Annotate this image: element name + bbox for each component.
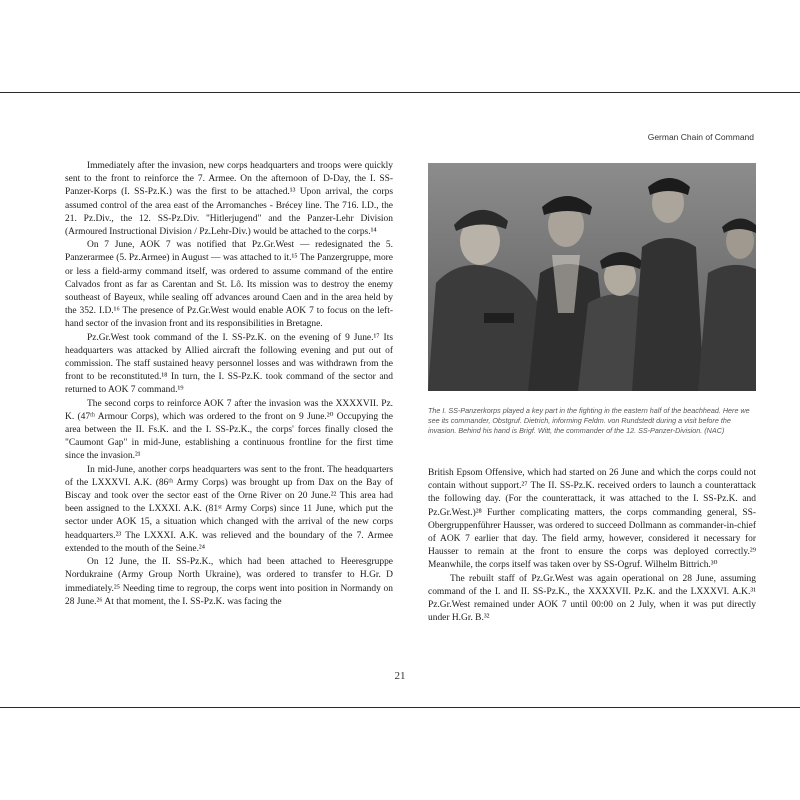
paragraph: On 7 June, AOK 7 was notified that Pz.Gr.West — redesignated the 5. Panzerarmee (5. Pz.Armee) in August — was attached to it.¹⁵ The Panzergruppe, more or less a field-army command itself, was ordered to assume command of the entire Calvados front as far as Carentan and St. Lô. Its mission was to destroy the enemy southeast of Bayeux, while sealing off advances around Caen and in the area held by the 352. I.D.¹⁶ The presence of Pz.Gr.West would enable AOK 7 to focus on the left-hand sector of the invasion front and its responsibilities in Bretagne. (65, 240, 393, 330)
running-head: German Chain of Command (647, 132, 754, 142)
paragraph: The rebuilt staff of Pz.Gr.West was again operational on 28 June, assuming command of the I. and II. SS-Pz.K., the XXXXVII. Pz.K. and the LXXXVI. A.K.³¹ Pz.Gr.West remained under AOK 7 until 00:00 on 2 July, when it was put directly under H.Gr. B.³² (428, 573, 756, 624)
paragraph: On 12 June, the II. SS-Pz.K., which had been attached to Heeresgruppe Nordukraine (Army Group North Ukraine), was ordered to transfer to H.Gr. D immediately.²⁵ Needing time to regroup, the corps went into position in Normandy on 28 June.²⁶ At that moment, the I. SS-Pz.K. was facing the (65, 557, 393, 607)
paragraph: Pz.Gr.West took command of the I. SS-Pz.K. on the evening of 9 June.¹⁷ Its headquarters was attacked by Allied aircraft the following evening and put out of commission. The staff sustained heavy personnel losses and was withdrawn from the front to be reconstituted.¹⁸ In turn, the I. SS-Pz.K. took command of the sector and returned to AOK 7 command.¹⁹ (65, 332, 393, 396)
paragraph: British Epsom Offensive, which had started on 26 June and which the corps could not contain without support.²⁷ The II. SS-Pz.K. received orders to launch a counterattack the following day. (For the counterattack, it was attached to the I. SS-Pz.K. and Pz.Gr.West.)²⁸ Further complicating matters, the corps commanding general, SS-Obergruppenführer Hausser, was ordered to succeed Dollmann as commander-in-chief of AOK 7 earlier that day. The field army, however, considered it necessary for Hausser to remain at the front to ensure the corps was deployed correctly.²⁹ Meanwhile, the corps itself was taken over by SS-Ogruf. Wilhelm Bittrich.³⁰ (428, 468, 756, 571)
page-number: 21 (394, 670, 406, 682)
left-text-column (65, 160, 393, 609)
top-rule (0, 92, 800, 93)
historical-photo (428, 163, 756, 391)
photo-caption: The I. SS-Panzerkorps played a key part in the fighting in the eastern half of the beachhead. Here we see its commander, Obstgruf. Dietrich, informing Feldm. von Rundstedt during a visit before the invasion. Behind his hand is Brigf. Witt, the commander of the 12. SS-Panzer-Division. (NAC) (428, 406, 750, 436)
right-text-column (428, 467, 756, 625)
bottom-rule (0, 707, 800, 708)
paragraph: The second corps to reinforce AOK 7 after the invasion was the XXXXVII. Pz. K. (47ᵗʰ Armour Corps), which was ordered to the front on 9 June.²⁰ Occupying the area between the II. Fs.K. and the I. SS-Pz.K., the corps' forces finally closed the "Caumont Gap" in mid-June, establishing a continuous frontline for the first time since the invasion.²¹ (65, 398, 393, 462)
paragraph: Immediately after the invasion, new corps headquarters and troops were quickly sent to the front to reinforce the 7. Armee. On the afternoon of D-Day, the I. SS-Panzer-Korps (I. SS-Pz.K.) was the first to be attached.¹³ Upon arrival, the corps assumed control of the area east of the Arromanches - Brécey line. The 716. I.D., the 21. Pz.Div., the 12. SS-Pz.Div. "Hitlerjugend" and the Panzer-Lehr Division (Armoured Instructional Division / Pz.Lehr-Div.) would be attached to the corps.¹⁴ (65, 161, 393, 238)
paragraph: In mid-June, another corps headquarters was sent to the front. The headquarters of the LXXXVI. A.K. (86ᵗʰ Army Corps) was brought up from Dax on the Bay of Biscay and took over the sector east of the Orne River on 20 June.²² This area had been assigned to the LXXXI. A.K. (81ˢᵗ Army Corps) since 11 June, which put the sector under AOK 15, a situation which changed with the arrival of the new corps headquarters.²³ The LXXXI. A.K. was relieved and the boundary of the 7. Armee extended to the mouth of the Seine.²⁴ (65, 464, 393, 554)
